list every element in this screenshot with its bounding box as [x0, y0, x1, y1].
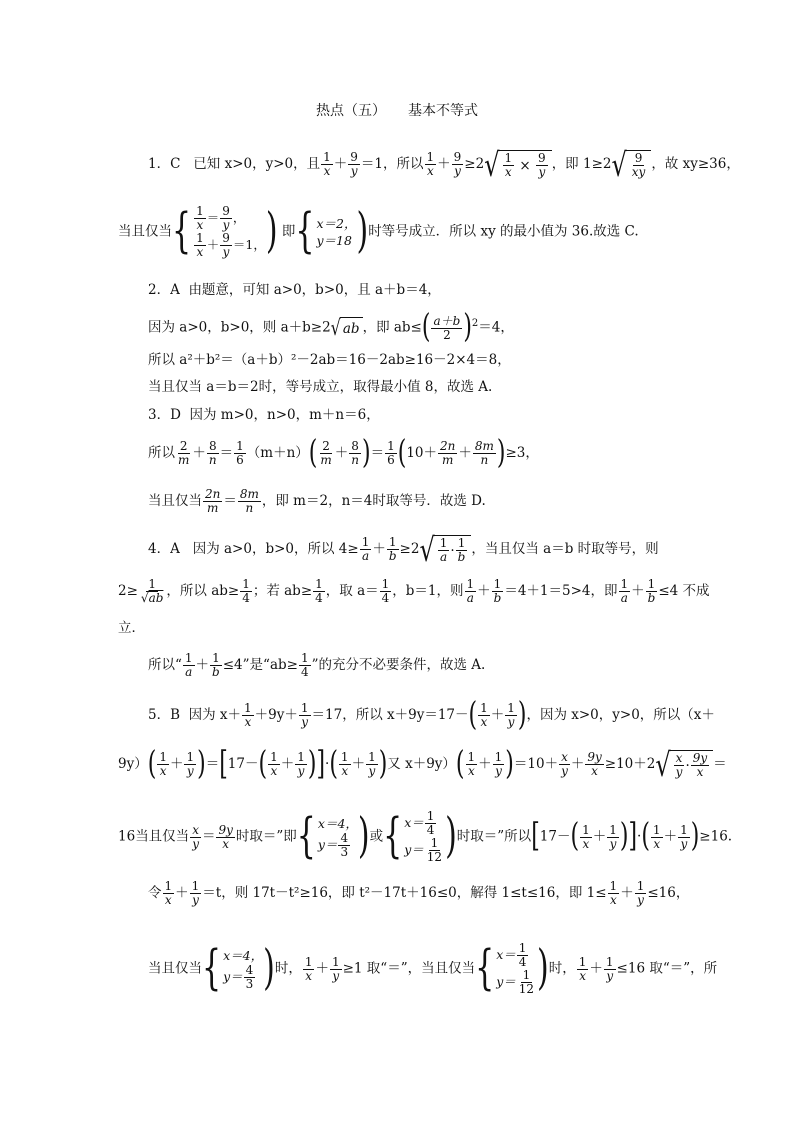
p2-text: ，即 ab≤: [362, 319, 422, 336]
p5-text: ≤16 取“＝”，所: [616, 960, 718, 977]
p5-text: ＝t，则 17t－t²≥16，即 t²－17t＋16≤0，解得 1≤t≤16，即 1≤: [202, 885, 607, 901]
math-sqrt: √ ab: [331, 317, 363, 339]
math-fraction: $\frac{9}{y}$: [350, 150, 358, 178]
p5-line-1: 5．B 因为 x＋ $\frac{1}{x}$ ＋9y＋ $\frac{1}{y}$ ＝17，所以 x＋9y＝17－( $\frac{1}{x}$ ＋ $\frac{1}{y}$ )，因为 x>0，y>0，所以（x＋: [148, 696, 715, 734]
p4-line-3: [118, 618, 145, 638]
p2-text: 由题意，可知 a>0，b>0，且 a＋b＝4，: [188, 282, 441, 298]
equation-system: { x＝4， y＝ $\frac{4}{3}$: [296, 808, 358, 865]
math-sqrt: √ $\frac{1}{x}$ × $\frac{9}{y}$: [484, 150, 551, 179]
p5-text: ＝17，所以 x＋9y＝17－: [311, 707, 469, 723]
p5-text: 时，: [274, 960, 302, 977]
p5-text: 16: [118, 828, 136, 845]
p2-line-2: 因为 a>0，b>0，则 a＋b≥2 √ ab ，即 ab≤( $\frac{a+b}{2}$ )$^2$＝4，: [148, 308, 514, 346]
p5-text: 时取＝”所以: [456, 828, 532, 845]
p1-text: x>0，y>0，且: [224, 156, 321, 172]
p1-text: 当且仅当: [118, 223, 172, 240]
math-sqrt: √ $\frac{1}{a}$ · $\frac{1}{b}$: [419, 535, 471, 564]
p5-text: 又 x＋9y）: [387, 756, 456, 772]
p5-text: ≥16.: [699, 828, 733, 845]
p5-text: ≥1 取“＝”，当且仅当: [342, 960, 476, 977]
p3-text: （m＋n）: [246, 445, 309, 461]
p3-text: 所以: [148, 445, 175, 461]
p4-text: ≤4 不成: [658, 583, 710, 599]
p4-label: 4．A: [148, 541, 180, 557]
p3-line-2: 所以 $\frac{2}{m}$ ＋ $\frac{8}{n}$ ＝ $\frac{1}{6}$ （m＋n）( $\frac{2}{m}$ ＋ $\frac{8}{n}$ )＝ $\frac{1}{6}$ (10＋ $\frac{2n}{m}$ ＋ $\frac{8m}{n}$ )≥3，: [148, 434, 539, 472]
p5-label: 5．B: [148, 707, 181, 723]
p4-text: ”的充分不必要条件，故选 A.: [311, 657, 486, 673]
p5-line-5: 当且仅当 { x＝4， y＝ $\frac{4}{3}$ )时， $\frac{1}{x}$ ＋ $\frac{1}{y}$ ≥1 取“＝”，当且仅当 { x＝ $\frac{1}{4}$ y＝ $\frac{1}{12}$ )时， $\frac{1}{x}$ ＋ $\frac{1}{y}$ ≤16 取“＝”，所: [148, 940, 718, 997]
p3-text: 当且仅当: [148, 493, 202, 509]
p5-text: 当且仅当: [135, 828, 190, 845]
p1-text: ＝1，所以: [360, 156, 424, 172]
equation-system: { x＝4， y＝ $\frac{4}{3}$: [202, 940, 264, 997]
p3-label: 3．D: [148, 407, 181, 423]
p3-text: ，即 m＝2，n＝4时取等号．故选 D.: [261, 493, 486, 509]
p5-text: 当且仅当: [148, 960, 202, 977]
p5-text: 9y）: [118, 756, 148, 772]
p4-text: ，取 a＝: [325, 583, 379, 599]
p4-text: 因为 a>0，b>0，所以 4≥: [192, 541, 359, 557]
p1-line-2: 当且仅当 { $\frac{1}{x}$ ＝ $\frac{9}{y}$ ， $\frac{1}{x}$ ＋ $\frac{9}{y}$ ＝1， ) 即 { x＝2， y＝18 )时等号成立．所以 xy 的最小值为 36.故选 C.: [118, 203, 639, 260]
title-right: 基本不等式: [408, 103, 478, 119]
p5-text: 时，: [548, 960, 576, 977]
p4-text: 所以“: [148, 657, 182, 673]
p5-text: ≤16，: [647, 885, 690, 901]
p2-text: ＝4，: [478, 319, 514, 336]
p4-text: 立．: [118, 620, 145, 636]
p2-line-3: [148, 350, 511, 370]
p1-text: ，故 xy≥36，: [651, 156, 740, 172]
p4-text: ＝4＋1＝5>4，即: [504, 583, 618, 599]
p2-text: 所以 a²＋b²＝（a＋b）²－2ab＝16－2ab≥16－2×4＝8，: [148, 352, 511, 368]
equation-system: { x＝ $\frac{1}{4}$ y＝ $\frac{1}{12}$: [475, 940, 535, 997]
p2-text: 当且仅当 a＝b＝2时，等号成立，取得最小值 8，故选 A.: [148, 379, 493, 395]
p1-text: 已知: [193, 156, 221, 172]
p3-text: 因为 m>0，n>0，m＋n＝6，: [189, 407, 380, 423]
p4-text: ，当且仅当 a＝b 时取等号，则: [471, 541, 659, 557]
p4-text: 2≥: [118, 583, 138, 599]
p2-line-4: [148, 377, 492, 397]
math-sqrt: √ $\frac{x}{y}$ · $\frac{9y}{x}$: [655, 750, 713, 779]
math-fraction: $\frac{1}{x}$: [426, 150, 435, 178]
p5-text: 令: [148, 885, 162, 901]
p3-line-3: 当且仅当 $\frac{2n}{m}$ ＝ $\frac{8m}{n}$ ，即 m＝2，n＝4时取等号．故选 D.: [148, 487, 486, 515]
p4-text: ≥2: [399, 541, 420, 557]
equation-system: { x＝ $\frac{1}{4}$ y＝ $\frac{1}{12}$: [383, 808, 443, 865]
p4-line-4: 所以“ $\frac{1}{a}$ ＋ $\frac{1}{b}$ ≤4”是“ab≥ $\frac{1}{4}$ ”的充分不必要条件，故选 A.: [148, 651, 486, 679]
p2-line-1: [148, 280, 441, 300]
p1-label: 1．C: [148, 156, 181, 172]
p3-text: ≥3，: [505, 445, 539, 461]
p4-text: ，b＝1，则: [392, 583, 464, 599]
p1-line-1: 1．C 已知 x>0，y>0，且 $\frac{1}{x}$ ＋ $\frac{9}{y}$ ＝1，所以 $\frac{1}{x}$ ＋ $\frac{9}{y}$ ≥2 √ $\frac{1}{x}$ × $\frac{9}{y}$ ，即 1≥2 √ $\frac{9}{xy}$ ，故 xy≥36，: [148, 145, 740, 184]
equation-system: { $\frac{1}{x}$ ＝ $\frac{9}{y}$ ， $\frac{1}{x}$ ＋ $\frac{9}{y}$ ＝1，: [172, 203, 266, 260]
p5-text: ＋9y＋: [254, 707, 298, 723]
page-title: [0, 100, 794, 120]
p4-text: ≤4”是“ab≥: [222, 657, 298, 673]
p4-text: ，所以 ab≥: [166, 583, 240, 599]
p1-text: 即: [281, 223, 296, 240]
p5-text: 或: [369, 828, 384, 845]
p5-text: 因为 x＋: [188, 707, 242, 723]
p1-text: ，即 1≥2: [551, 156, 612, 172]
p5-line-4: 令 $\frac{1}{x}$ ＋ $\frac{1}{y}$ ＝t，则 17t－t²≥16，即 t²－17t＋16≤0，解得 1≤t≤16，即 1≤ $\frac{1}{x}$ ＋ $\frac{1}{y}$ ≤16，: [148, 879, 690, 907]
math-fraction: $\frac{1}{x}$: [323, 150, 331, 178]
p5-line-3: 16当且仅当 $\frac{x}{y}$ ＝ $\frac{9y}{x}$ 时取＝”即 { x＝4， y＝ $\frac{4}{3}$ )或 { x＝ $\frac{1}{4}$ y＝ $\frac{1}{12}$ )时取＝”所以[17－( $\frac{1}{x}$ ＋ $\frac{1}{y}$ )]·( $\frac{1}{x}$ ＋ $\frac{1}{y}$ )≥16.: [118, 808, 733, 865]
p2-text: 因为 a>0，b>0，则 a＋b≥2: [148, 319, 331, 336]
p3-line-1: [148, 405, 380, 425]
math-fraction: $\frac{a+b}{2}$: [433, 313, 461, 342]
math-sqrt: √ $\frac{9}{xy}$: [611, 150, 651, 179]
p5-line-2: 9y）( $\frac{1}{x}$ ＋ $\frac{1}{y}$ )＝[17－( $\frac{1}{x}$ ＋ $\frac{1}{y}$ )]·( $\frac{1}{x}$ ＋ $\frac{1}{y}$ )又 x＋9y）( $\frac{1}{x}$ ＋ $\frac{1}{y}$ )＝10＋ $\frac{x}{y}$ ＋ $\frac{9y}{x}$ ≥10＋2 √ $\frac{x}{y}$ · $\frac{9y}{x}$ ＝: [118, 745, 727, 784]
p1-text: 时等号成立．所以 xy 的最小值为 36.故选 C.: [368, 223, 639, 240]
p4-text: ；若 ab≥: [252, 583, 313, 599]
p5-text: ＝10＋: [513, 756, 559, 772]
p4-line-2: 2≥ $\frac{1}{√ab}$ ，所以 ab≥ $\frac{1}{4}$ ；若 ab≥ $\frac{1}{4}$ ，取 a＝ $\frac{1}{4}$ ，b＝1，则 $\frac{1}{a}$ ＋ $\frac{1}{b}$ ＝4＋1＝5>4，即 $\frac{1}{a}$ ＋ $\frac{1}{b}$ ≤4 不成: [118, 577, 710, 605]
p1-text: ≥2: [464, 156, 485, 172]
p2-label: 2．A: [148, 282, 180, 298]
p5-text: ，因为 x>0，y>0，所以（x＋: [526, 707, 715, 723]
math-fraction: $\frac{9}{y}$: [453, 150, 462, 178]
p5-text: ≥10＋2: [604, 756, 656, 772]
p5-text: 时取＝”即: [235, 828, 297, 845]
title-left: 热点（五）: [316, 103, 386, 119]
p4-line-1: 4．A 因为 a>0，b>0，所以 4≥ $\frac{1}{a}$ ＋ $\frac{1}{b}$ ≥2 √ $\frac{1}{a}$ · $\frac{1}{b}$ ，当且仅当 a＝b 时取等号，则: [148, 530, 659, 569]
equation-system: { x＝2， y＝18: [295, 203, 357, 260]
